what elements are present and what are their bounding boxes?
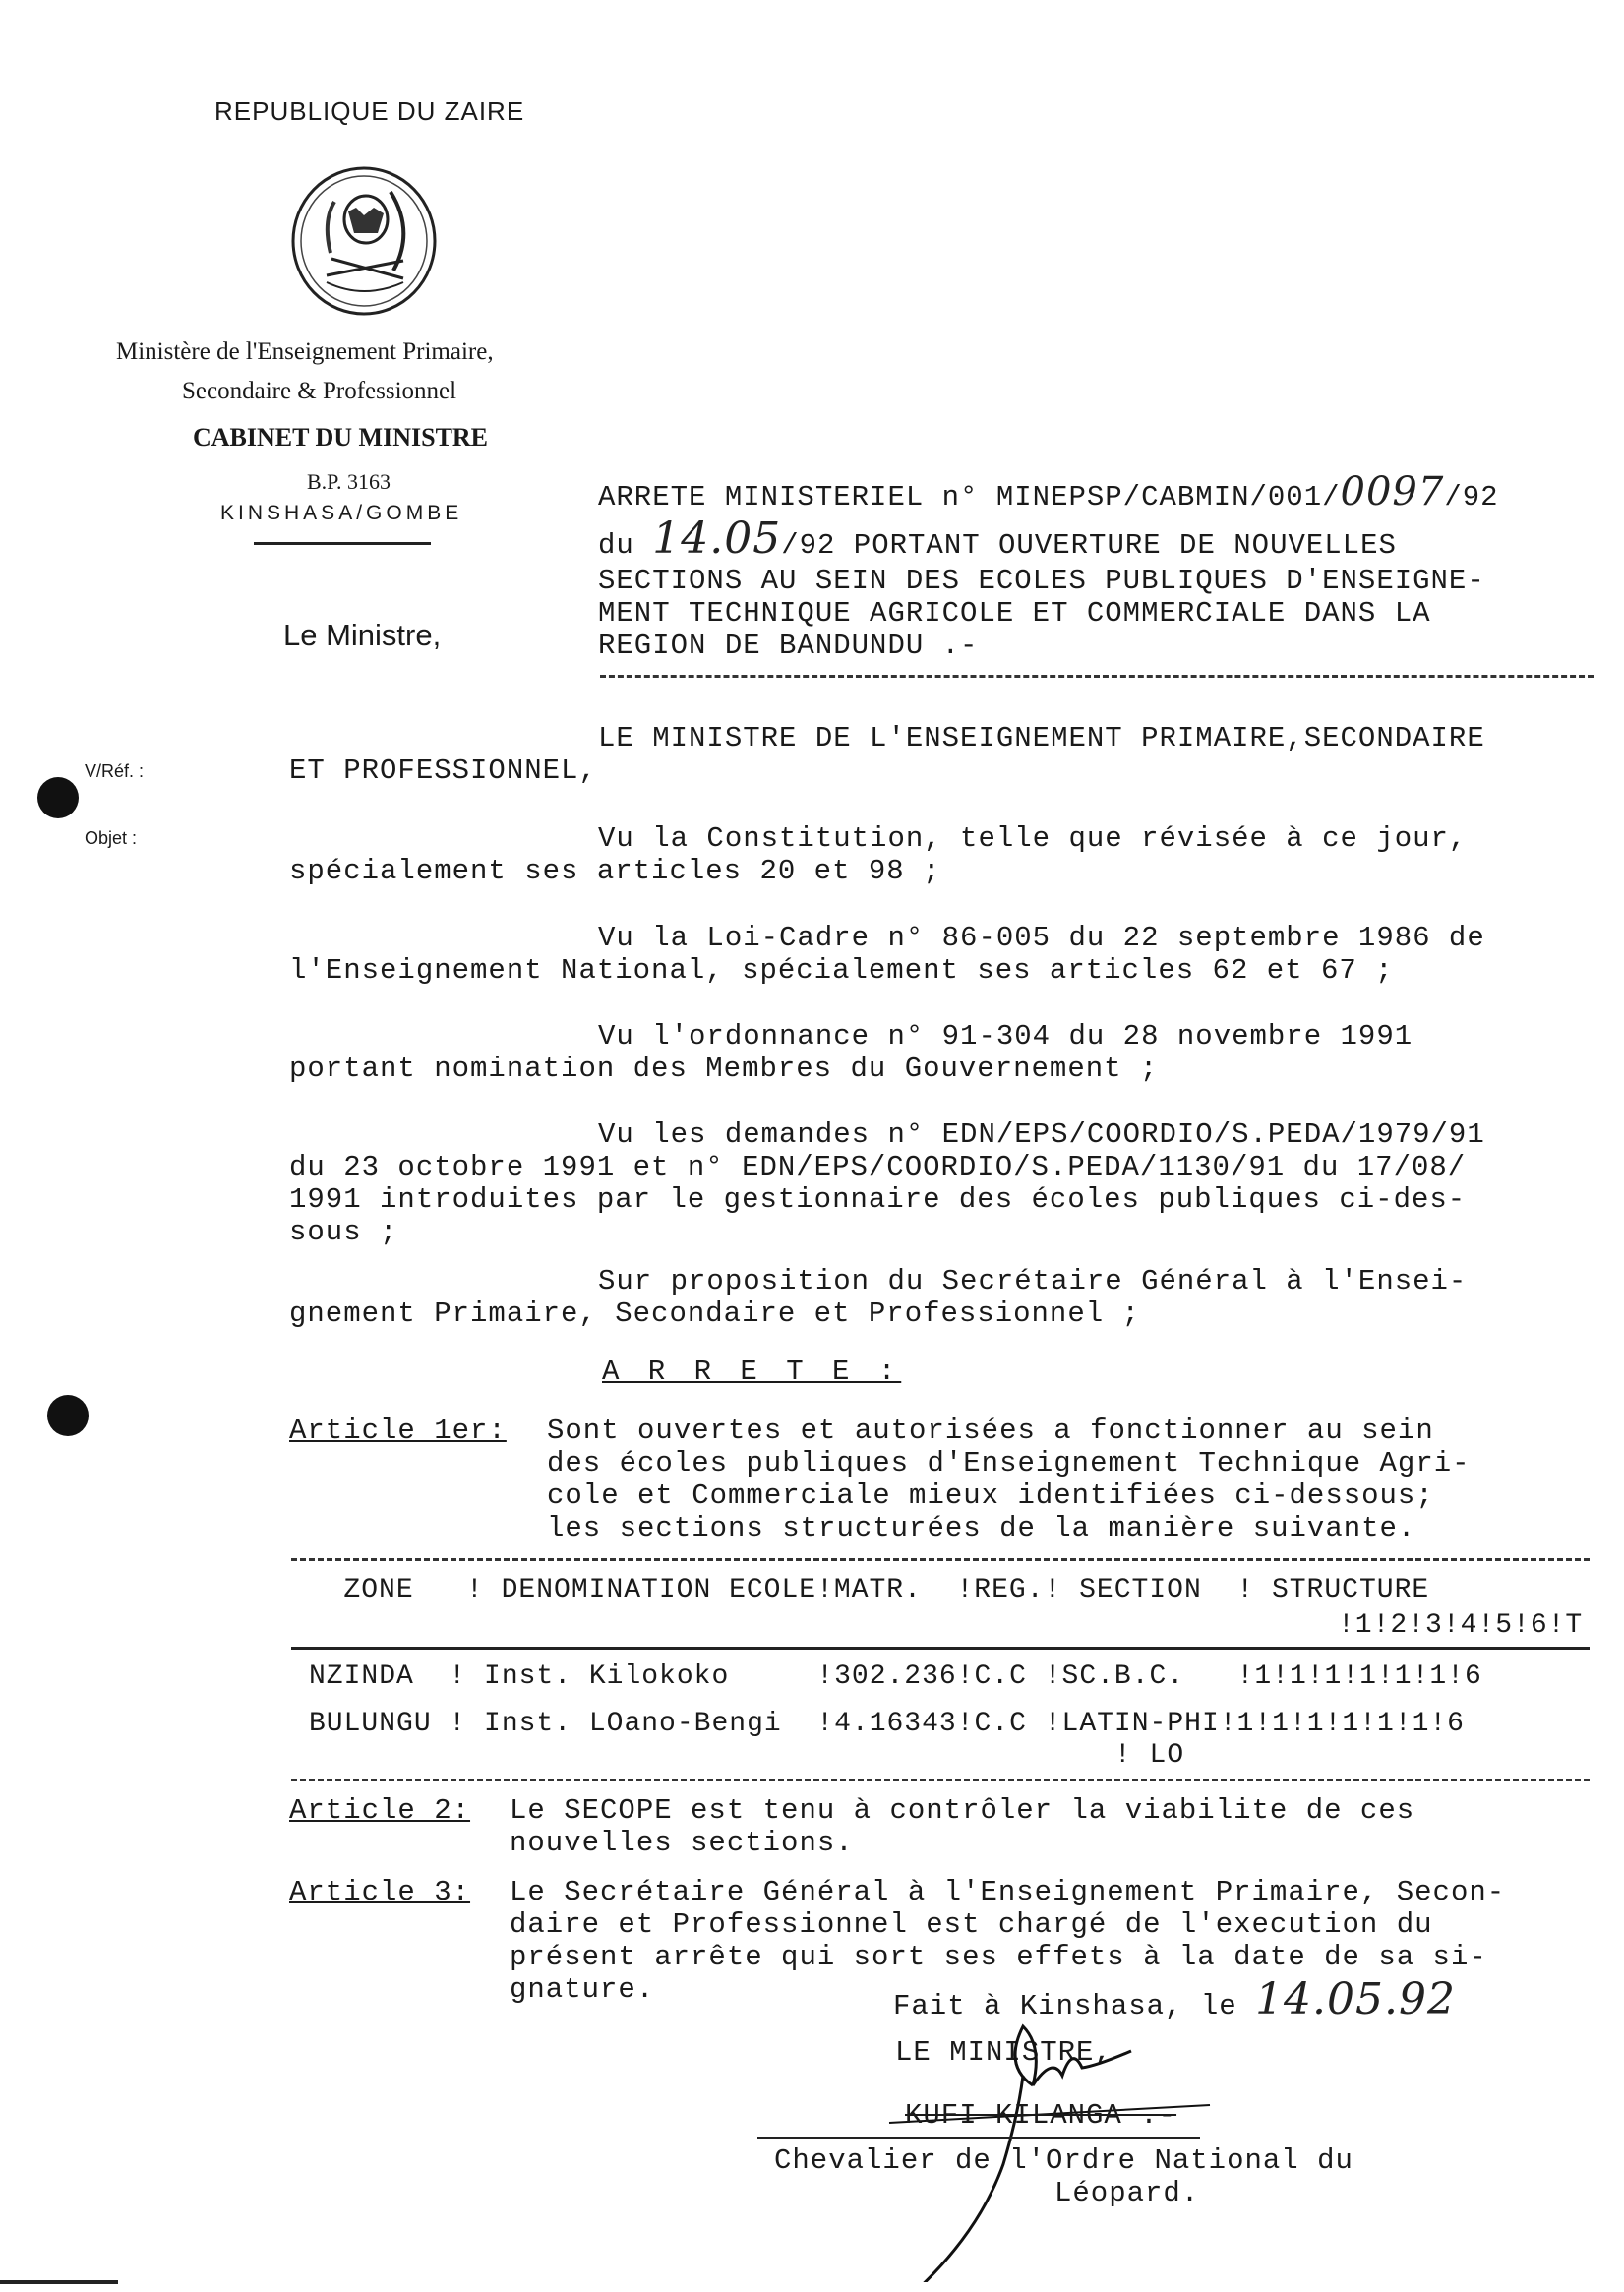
vu-demandes-line-1: Vu les demandes n° EDN/EPS/COORDIO/S.PEDA/1979/91	[598, 1118, 1485, 1151]
article-1-line-4: les sections structurées de la manière suivante.	[547, 1512, 1416, 1544]
cabinet-title: CABINET DU MINISTRE	[193, 423, 489, 452]
table-row: BULUNGU ! Inst. LOano-Bengi !4.16343!C.C !LATIN-PHI!1!1!1!1!1!1!6	[309, 1709, 1465, 1739]
decree-title-line-5: REGION DE BANDUNDU .-	[598, 630, 979, 662]
vu-demandes-line-3: 1991 introduites par le gestionnaire des écoles publiques ci-des-	[289, 1183, 1467, 1216]
article-1-line-1: Sont ouvertes et autorisées a fonctionner au sein	[547, 1415, 1434, 1447]
objet-label: Objet :	[85, 828, 138, 848]
table-structure-subheader: !1!2!3!4!5!6!T	[1338, 1610, 1584, 1641]
decree-title-line-3: SECTIONS AU SEIN DES ECOLES PUBLIQUES D'ENSEIGNE-	[598, 565, 1485, 597]
city: KINSHASA/GOMBE	[220, 502, 463, 524]
minister-line-1: LE MINISTRE DE L'ENSEIGNEMENT PRIMAIRE,SECONDAIRE	[598, 722, 1485, 754]
table-header-row: ZONE ! DENOMINATION ECOLE!MATR. !REG.! SECTION ! STRUCTURE	[291, 1575, 1430, 1605]
decree-title-line-4: MENT TECHNIQUE AGRICOLE ET COMMERCIALE DANS LA	[598, 597, 1431, 630]
article-2-line-2: nouvelles sections.	[510, 1827, 854, 1859]
article-3-line-2: daire et Professionnel est chargé de l'execution du	[510, 1908, 1433, 1941]
city-underline	[254, 542, 431, 545]
ministry-line-2: Secondaire & Professionnel	[182, 378, 457, 404]
signatory-honour-line-1: Chevalier de l'Ordre National du	[774, 2144, 1353, 2177]
sur-proposition-line-2: gnement Primaire, Secondaire et Professionnel ;	[289, 1297, 1140, 1330]
article-3-line-3: présent arrête qui sort ses effets à la date de sa si-	[510, 1941, 1487, 1973]
coat-of-arms-emblem	[287, 162, 441, 320]
article-3-line-1: Le Secrétaire Général à l'Enseignement Primaire, Secon-	[510, 1876, 1506, 1908]
vu-loi-cadre-line-2: l'Enseignement National, spécialement ses articles 62 et 67 ;	[289, 954, 1394, 987]
decree-title-line-2: du 14.05/92 PORTANT OUVERTURE DE NOUVELLES	[598, 513, 1397, 564]
postal-box: B.P. 3163	[307, 469, 391, 494]
vu-demandes-line-2: du 23 octobre 1991 et n° EDN/EPS/COORDIO/S.PEDA/1130/91 du 17/08/	[289, 1151, 1467, 1183]
table-top-rule	[291, 1558, 1590, 1561]
arrete-heading: A R R E T E :	[602, 1356, 902, 1388]
table-row: NZINDA ! Inst. Kilokoko !302.236!C.C !SC.B.C. !1!1!1!1!1!1!6	[309, 1661, 1482, 1692]
article-1-line-3: cole et Commerciale mieux identifiées ci-dessous;	[547, 1479, 1434, 1512]
decree-title-line-1: ARRETE MINISTERIEL n° MINEPSP/CABMIN/001/0097/92	[598, 469, 1499, 514]
vu-demandes-line-4: sous ;	[289, 1216, 398, 1248]
vu-ordonnance-line-1: Vu l'ordonnance n° 91-304 du 28 novembre 1991	[598, 1020, 1413, 1053]
vref-label: V/Réf. :	[85, 761, 145, 781]
article-3-label: Article 3:	[289, 1876, 471, 1908]
title-dashed-rule	[600, 675, 1594, 678]
article-1-label: Article 1er:	[289, 1415, 507, 1447]
punch-hole-1	[37, 777, 79, 818]
fait-a-kinshasa: Fait à Kinshasa, le 14.05.92	[893, 1974, 1456, 2024]
ministry-line-1: Ministère de l'Enseignement Primaire,	[116, 338, 494, 365]
vu-ordonnance-line-2: portant nomination des Membres du Gouvernement ;	[289, 1053, 1159, 1085]
table-row: ! LO	[309, 1740, 1185, 1771]
signature-rule	[757, 2137, 1200, 2139]
signatory-honour-line-2: Léopard.	[1054, 2177, 1200, 2209]
table-bottom-rule	[291, 1779, 1590, 1781]
republic-title: REPUBLIQUE DU ZAIRE	[214, 96, 525, 126]
page-edge-mark	[0, 2280, 118, 2284]
punch-hole-2	[47, 1395, 89, 1436]
vu-constitution-line-2: spécialement ses articles 20 et 98 ;	[289, 855, 941, 887]
signatory-name: KUFI KILANGA .-	[905, 2099, 1177, 2132]
le-ministre-label: Le Ministre,	[283, 618, 442, 652]
vu-constitution-line-1: Vu la Constitution, telle que révisée à ce jour,	[598, 822, 1468, 855]
article-2-line-1: Le SECOPE est tenu à contrôler la viabilite de ces	[510, 1794, 1415, 1827]
sur-proposition-line-1: Sur proposition du Secrétaire Général à l'Ensei-	[598, 1265, 1468, 1297]
table-header-rule	[291, 1647, 1590, 1650]
article-1-line-2: des écoles publiques d'Enseignement Technique Agri-	[547, 1447, 1471, 1479]
article-3-line-4: gnature.	[510, 1973, 655, 2006]
minister-line-2: ET PROFESSIONNEL,	[289, 754, 597, 787]
article-2-label: Article 2:	[289, 1794, 471, 1827]
signatory-title: LE MINISTRE,	[895, 2036, 1113, 2069]
vu-loi-cadre-line-1: Vu la Loi-Cadre n° 86-005 du 22 septembre 1986 de	[598, 922, 1485, 954]
